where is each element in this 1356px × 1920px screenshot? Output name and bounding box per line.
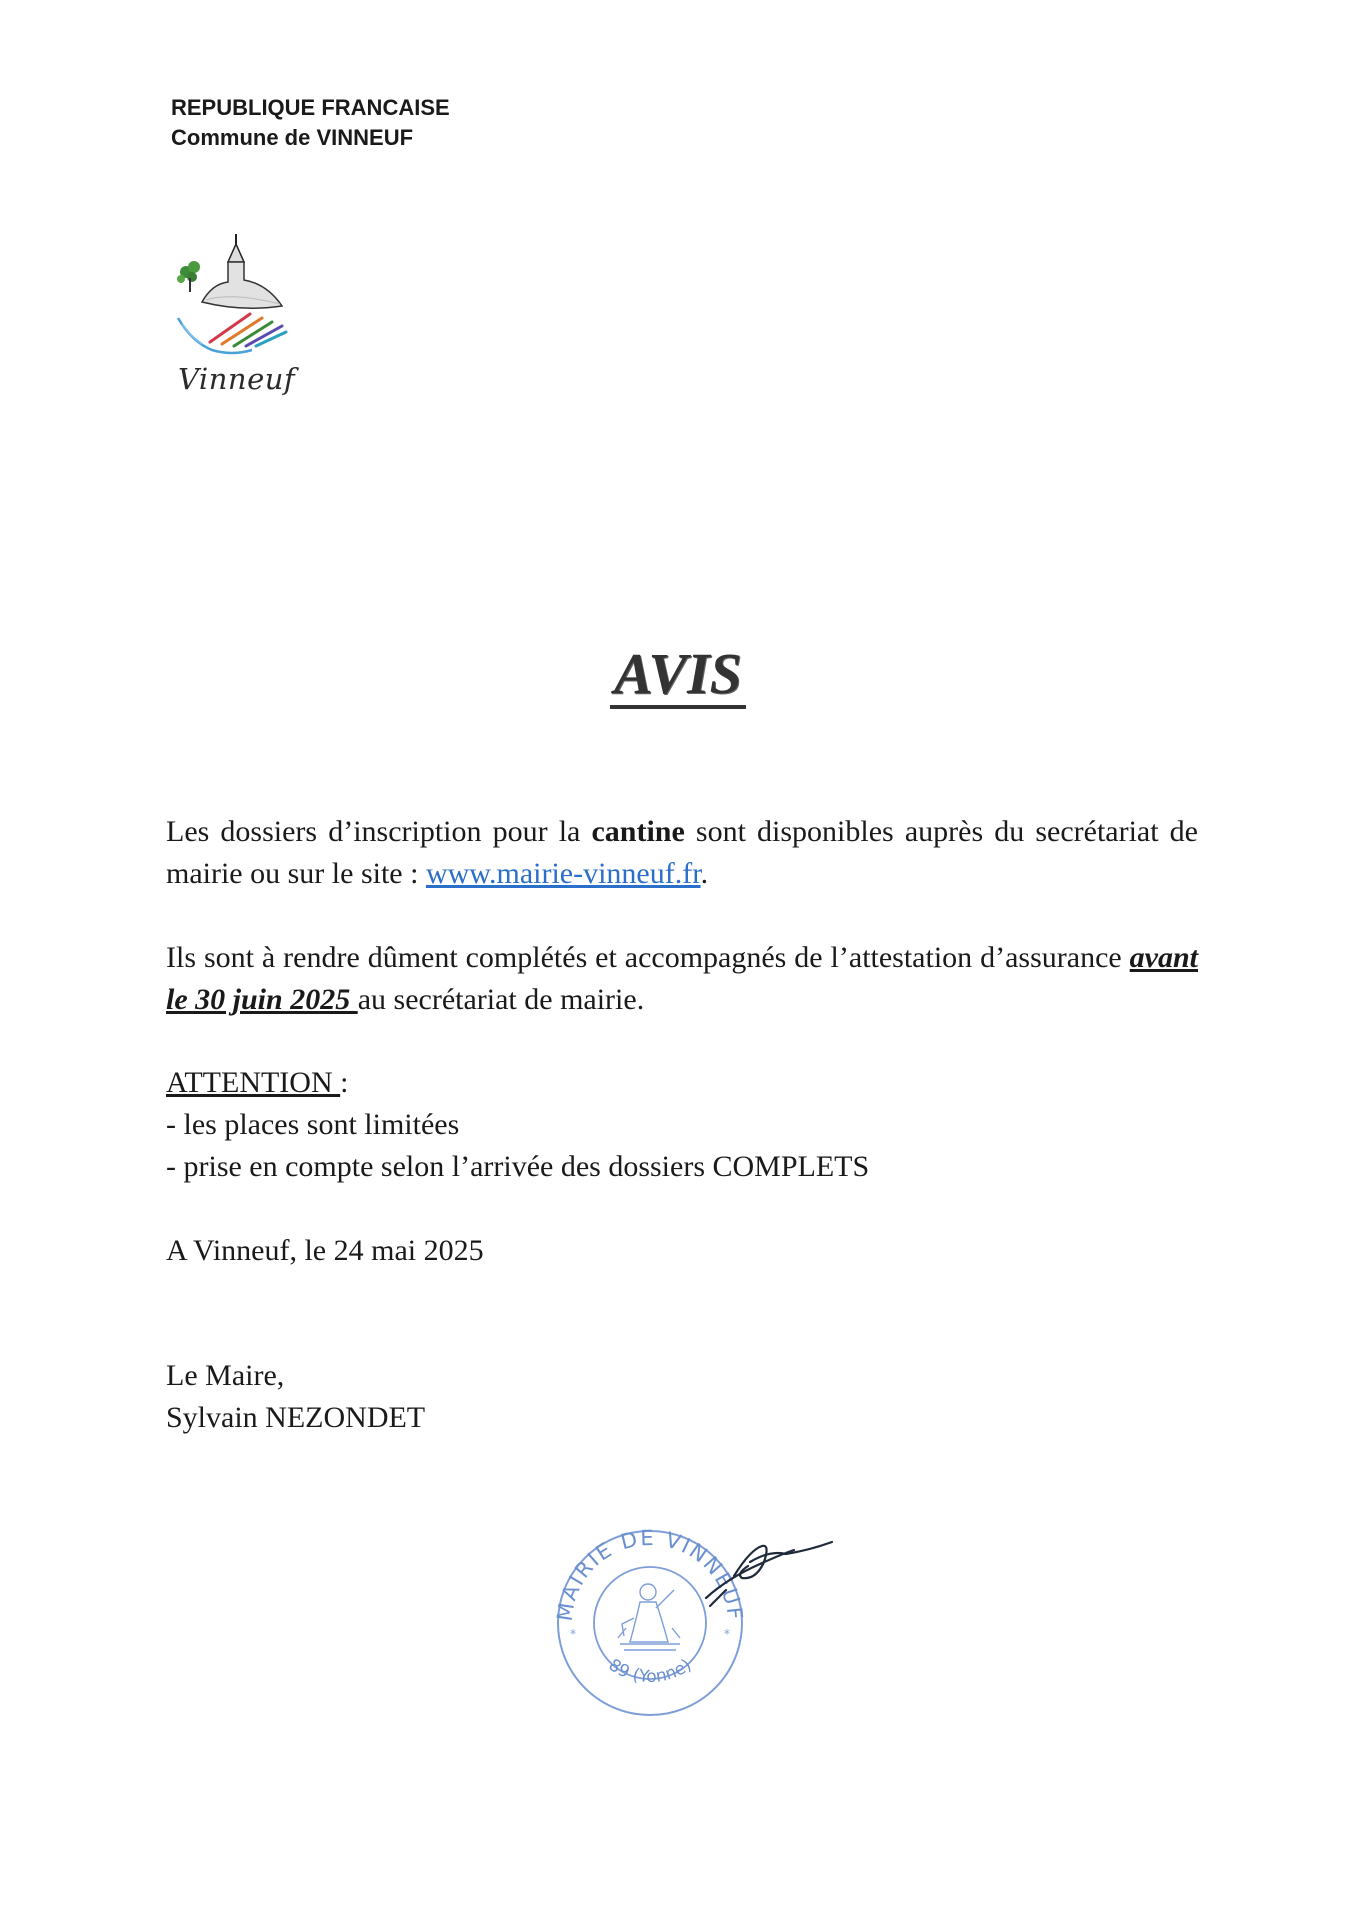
svg-text:*: * [570, 1627, 576, 1641]
church-logo-icon [172, 232, 290, 367]
cantine-keyword: cantine [591, 815, 685, 848]
stamp-bottom-text: 89 (Yonne) [604, 1655, 696, 1688]
paragraph-registration: Les dossiers d’inscription pour la cantine sont disponibles auprès du secrétariat de mairie ou sur le site : www.mairie-vinneuf.fr. [166, 815, 1198, 890]
attention-item: - les places sont limitées [166, 1108, 460, 1141]
signature-block [166, 1355, 1198, 1439]
website-link[interactable]: www.mairie-vinneuf.fr [425, 857, 701, 890]
svg-text:*: * [724, 1627, 730, 1641]
letterhead-commune: Commune de VINNEUF [171, 125, 414, 150]
letterhead [171, 93, 450, 153]
page-title: AVIS [0, 640, 1356, 709]
attention-block [166, 1062, 1198, 1188]
signature-name: Sylvain NEZONDET [166, 1401, 426, 1434]
svg-text:89 (Yonne) [605, 1655, 696, 1687]
paragraph-deadline: Ils sont à rendre dûment complétés et accompagnés de l’attestation d’assurance avant le 30 juin 2025 au secrétariat de mairie. [166, 941, 1198, 1016]
attention-heading: ATTENTION : [166, 1066, 349, 1099]
letterhead-country: REPUBLIQUE FRANCAISE [171, 95, 450, 120]
official-stamp [550, 1520, 850, 1720]
attention-item: - prise en compte selon l’arrivée des dossiers COMPLETS [166, 1150, 870, 1183]
logo-wordmark: Vinneuf [178, 362, 296, 396]
vinneuf-logo [172, 232, 296, 412]
stamp-top-text: MAIRIE DE VINNEUF [552, 1525, 748, 1623]
svg-text:MAIRIE DE VINNEUF [553, 1526, 748, 1623]
mairie-seal-icon [550, 1520, 850, 1720]
signature-role: Le Maire, [166, 1359, 285, 1392]
deadline-date: avant le 30 juin 2025 [166, 941, 1198, 1016]
date-line: A Vinneuf, le 24 mai 2025 [166, 1234, 484, 1267]
